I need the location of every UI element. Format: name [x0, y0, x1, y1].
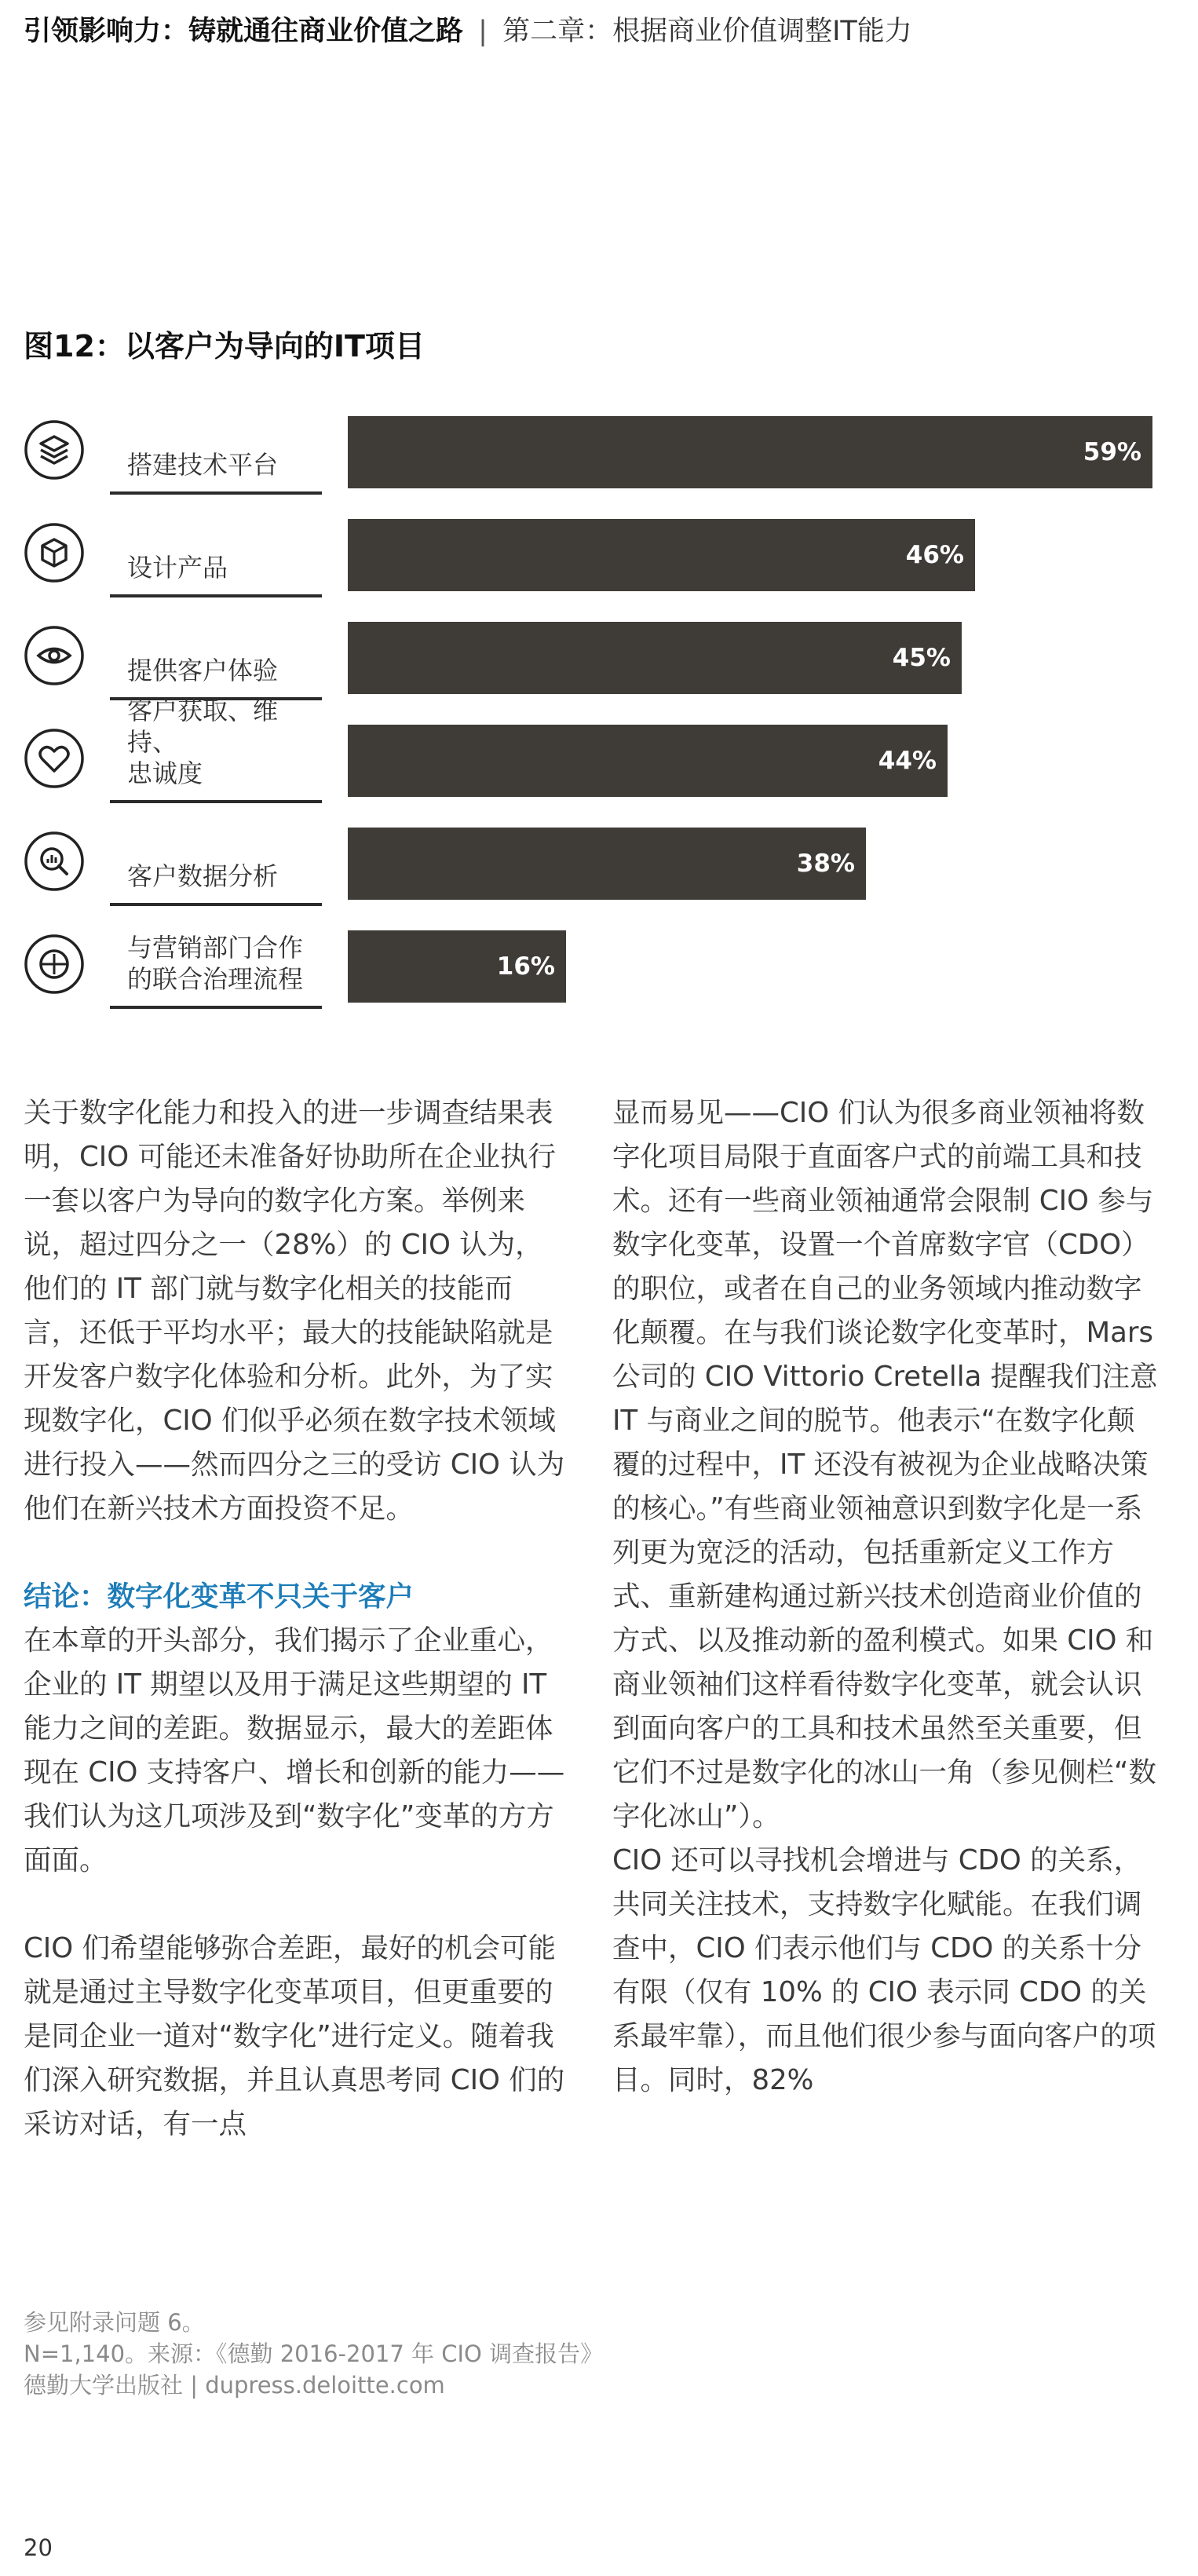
coin-icon [24, 934, 85, 995]
chapter-title: 第二章：根据商业价值调整IT能力 [502, 16, 912, 47]
chart-row [0, 923, 1198, 1009]
category-label-underline [110, 923, 322, 1009]
chart-row [0, 820, 1198, 906]
bar [348, 416, 1152, 488]
bar-value-label: 16% [496, 952, 555, 981]
paragraph: CIO 还可以寻找机会增进与 CDO 的关系，共同关注技术，支持数字化赋能。在我们调查中，CIO 们表示他们与 CDO 的关系十分有限（仅有 10% 的 CIO 表示同 CDO 的关系最牢靠），而且他们很少参与面向客户的项目。同时，82% [612, 1844, 1156, 2096]
bar [348, 622, 962, 694]
bar-value-label: 44% [878, 747, 937, 775]
figure-title: 图12：以客户为导向的IT项目 [24, 329, 425, 364]
report-title: 引领影响力：铸就通往商业价值之路 [24, 16, 464, 47]
category-label: 搭建技术平台 [127, 450, 279, 480]
bar-value-label: 46% [905, 541, 964, 569]
category-label-underline [110, 408, 322, 495]
header-separator: | [478, 16, 488, 47]
bar [348, 725, 948, 797]
category-label: 客户数据分析 [127, 861, 279, 891]
chart-row [0, 614, 1198, 700]
category-label-underline [110, 696, 322, 803]
footnote-line: 参见附录问题 6。 [24, 2309, 205, 2336]
category-label-underline [110, 511, 322, 597]
category-label: 与营销部门合作 的联合治理流程 [127, 933, 304, 994]
bar [348, 828, 866, 900]
bar-chart [0, 408, 1198, 1021]
category-label-underline [110, 614, 322, 700]
bar [348, 930, 566, 1003]
page-number: 20 [24, 2534, 53, 2561]
body-column-right [612, 1091, 1162, 2103]
body-column-left [24, 1091, 565, 2147]
paragraph: CIO 们希望能够弥合差距，最好的机会可能就是通过主导数字化变革项目，但更重要的是同企业一道对“数字化”进行定义。随着我们深入研究数据，并且认真思考同 CIO 们的采访对话，有一点 [24, 1932, 565, 2140]
page-header [24, 11, 912, 52]
cube-icon [24, 522, 85, 583]
footnote-line: 德勤大学出版社 | dupress.deloitte.com [24, 2372, 445, 2399]
paragraph-gap [24, 1531, 565, 1575]
paragraph-gap [24, 1883, 565, 1927]
bar-value-label: 38% [796, 850, 855, 878]
footnote-line: N=1,140。来源：《德勤 2016-2017 年 CIO 调查报告》 [24, 2340, 604, 2367]
heart-icon [24, 728, 85, 789]
magnify-chart-icon [24, 831, 85, 892]
paragraph: 在本章的开头部分，我们揭示了企业重心，企业的 IT 期望以及用于满足这些期望的 IT 能力之间的差距。数据显示，最大的差距体现在 CIO 支持客户、增长和创新的能力——我们认为这几项涉及到“数字化”变革的方方面面。 [24, 1624, 565, 1876]
chart-row [0, 696, 1198, 803]
bar [348, 519, 975, 591]
bar-value-label: 45% [892, 644, 951, 672]
eye-icon [24, 625, 85, 686]
layers-icon [24, 419, 85, 480]
bar-value-label: 59% [1083, 438, 1141, 466]
paragraph: 关于数字化能力和投入的进一步调查结果表明，CIO 可能还未准备好协助所在企业执行一套以客户为导向的数字化方案。举例来说，超过四分之一（28%）的 CIO 认为，他们的 IT 部门就与数字化相关的技能而言，还低于平均水平；最大的技能缺陷就是开发客户数字化体验和分析。此外，为了实现数字化，CIO 们似乎必须在数字技术领域进行投入——然而四分之三的受访 CIO 认为他们在新兴技术方面投资不足。 [24, 1097, 565, 1525]
paragraph: 显而易见——CIO 们认为很多商业领袖将数字化项目局限于直面客户式的前端工具和技术。还有一些商业领袖通常会限制 CIO 参与数字化变革，设置一个首席数字官（CDO）的职位，或者在自己的业务领域内推动数字化颠覆。在与我们谈论数字化变革时，Mars 公司的 CIO Vittorio Cretella 提醒我们注意 IT 与商业之间的脱节。他表示“在数字化颠覆的过程中，IT 还没有被视为企业战略决策的核心。”有些商业领袖意识到数字化是一系列更为宽泛的活动，包括重新定义工作方式、重新建构通过新兴技术创造商业价值的方式、以及推动新的盈利模式。如果 CIO 和商业领袖们这样看待数字化变革，就会认识到面向客户的工具和技术虽然至关重要，但它们不过是数字化的冰山一角（参见侧栏“数字化冰山”）。 [612, 1097, 1158, 1832]
chart-row [0, 511, 1198, 597]
category-label: 设计产品 [127, 553, 228, 583]
footnotes [24, 2307, 603, 2401]
section-heading: 结论：数字化变革不只关于客户 [24, 1580, 415, 1613]
category-label: 客户获取、维持、 忠诚度 [127, 696, 279, 788]
category-label-underline [110, 820, 322, 906]
category-label: 提供客户体验 [127, 656, 279, 685]
chart-row [0, 408, 1198, 495]
